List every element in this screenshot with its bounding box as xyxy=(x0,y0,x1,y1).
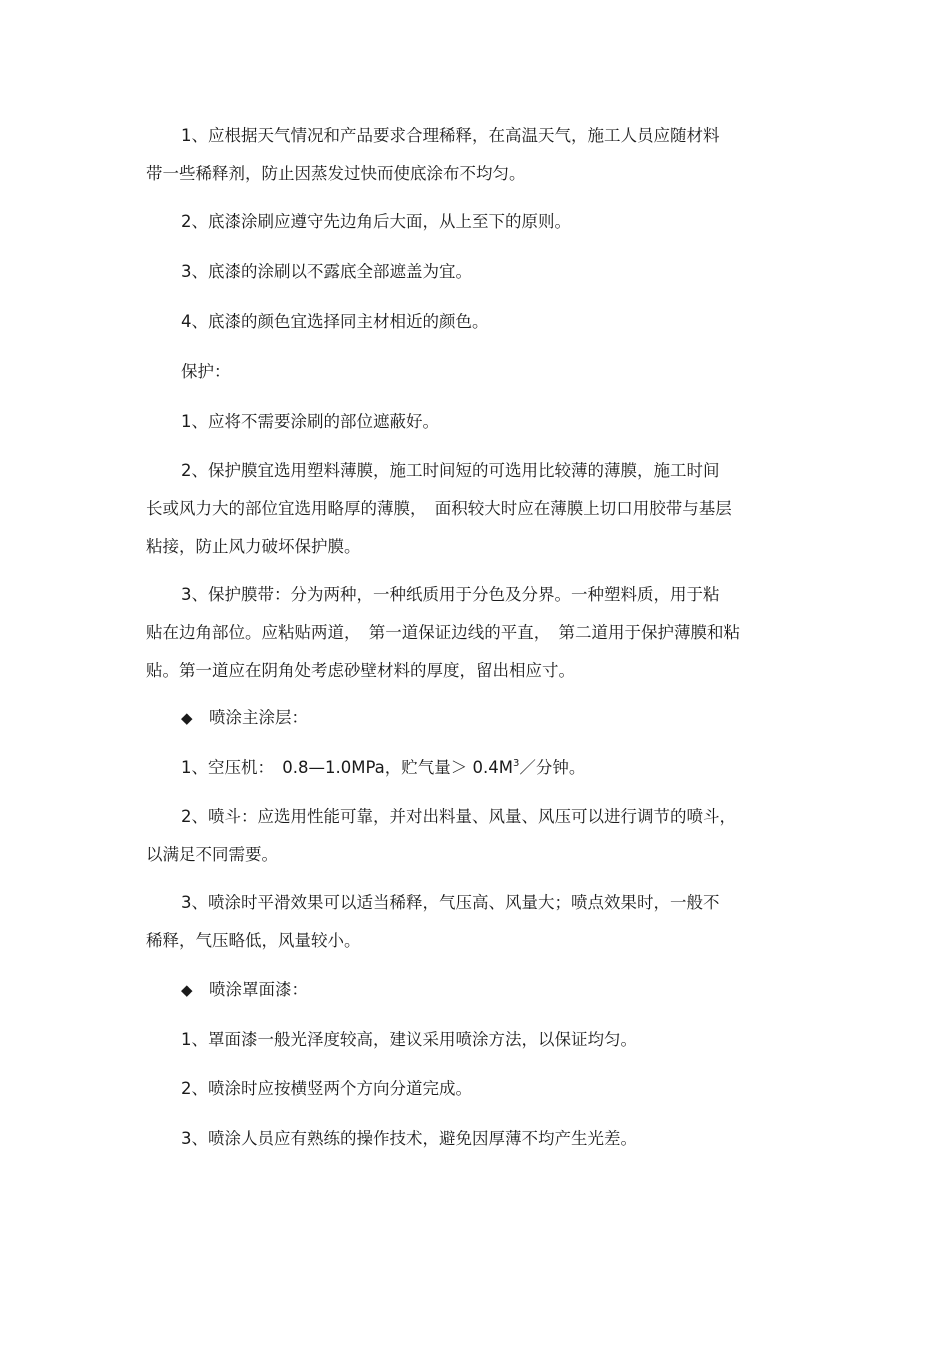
text-line: 1、罩面漆一般光泽度较高，建议采用喷涂方法，以保证均匀。 xyxy=(181,1030,637,1049)
text-line: 2、喷涂时应按横竖两个方向分道完成。 xyxy=(181,1079,472,1098)
paragraph-spray-direction xyxy=(146,1070,798,1108)
section-heading-main-coat xyxy=(146,699,798,737)
paragraph-spray-effect xyxy=(146,884,798,960)
paragraph-masking xyxy=(146,403,798,441)
diamond-bullet-icon: ◆ xyxy=(181,709,193,727)
text-line: 带一些稀释剂，防止因蒸发过快而使底涂布不均匀。 xyxy=(146,164,526,183)
text-line: 粘接，防止风力破坏保护膜。 xyxy=(146,537,361,556)
heading-text: 喷涂罩面漆： xyxy=(209,980,308,999)
paragraph-air-compressor xyxy=(146,749,798,787)
compressor-unit: ／分钟。 xyxy=(519,758,586,777)
text-line: 贴在边角部位。应粘贴两道， 第一道保证边线的平直， 第二道用于保护薄膜和粘 xyxy=(146,623,740,642)
text-line: 3、喷涂人员应有熟练的操作技术，避免因厚薄不均产生光差。 xyxy=(181,1129,637,1148)
text-line: 1、应根据天气情况和产品要求合理稀释，在高温天气，施工人员应随材料 xyxy=(181,126,720,145)
text-line: 贴。第一道应在阴角处考虑砂壁材料的厚度，留出相应寸。 xyxy=(146,661,575,680)
text-line: 2、底漆涂刷应遵守先边角后大面，从上至下的原则。 xyxy=(181,212,571,231)
paragraph-primer-color xyxy=(146,303,798,341)
paragraph-top-coat-gloss xyxy=(146,1021,798,1059)
paragraph-protective-tape xyxy=(146,576,798,690)
paragraph-protective-film xyxy=(146,452,798,566)
text-line: 4、底漆的颜色宜选择同主材相近的颜色。 xyxy=(181,312,489,331)
section-heading-top-coat xyxy=(146,971,798,1009)
text-line: 稀释，气压略低，风量较小。 xyxy=(146,931,361,950)
heading-text: 喷涂主涂层： xyxy=(209,708,308,727)
text-line: 长或风力大的部位宜选用略厚的薄膜， 面积较大时应在薄膜上切口用胶带与基层 xyxy=(146,499,732,518)
text-line xyxy=(146,699,798,737)
section-heading-protection xyxy=(146,353,798,391)
text-line: 3、保护膜带：分为两种，一种纸质用于分色及分界。一种塑料质，用于粘 xyxy=(181,585,720,604)
paragraph-primer-order xyxy=(146,203,798,241)
text-line: 2、喷斗：应选用性能可靠，并对出料量、风量、风压可以进行调节的喷斗， xyxy=(181,807,736,826)
text-line xyxy=(146,749,798,787)
paragraph-operator-skill xyxy=(146,1120,798,1158)
text-line: 保护： xyxy=(181,362,231,381)
text-line xyxy=(146,971,798,1009)
superscript-exponent: 3 xyxy=(513,758,520,769)
compressor-spec: 1、空压机： 0.8—1.0MPa，贮气量＞ 0.4M xyxy=(181,758,514,777)
text-line: 2、保护膜宜选用塑料薄膜，施工时间短的可选用比较薄的薄膜，施工时间 xyxy=(181,461,720,480)
text-line: 3、底漆的涂刷以不露底全部遮盖为宜。 xyxy=(181,262,472,281)
diamond-bullet-icon: ◆ xyxy=(181,981,193,999)
text-line: 以满足不同需要。 xyxy=(146,845,278,864)
paragraph-primer-coverage xyxy=(146,253,798,291)
paragraph-dilution xyxy=(146,117,798,193)
paragraph-spray-gun xyxy=(146,798,798,874)
text-line: 1、应将不需要涂刷的部位遮蔽好。 xyxy=(181,412,439,431)
text-line: 3、喷涂时平滑效果可以适当稀释，气压高、风量大；喷点效果时，一般不 xyxy=(181,893,720,912)
